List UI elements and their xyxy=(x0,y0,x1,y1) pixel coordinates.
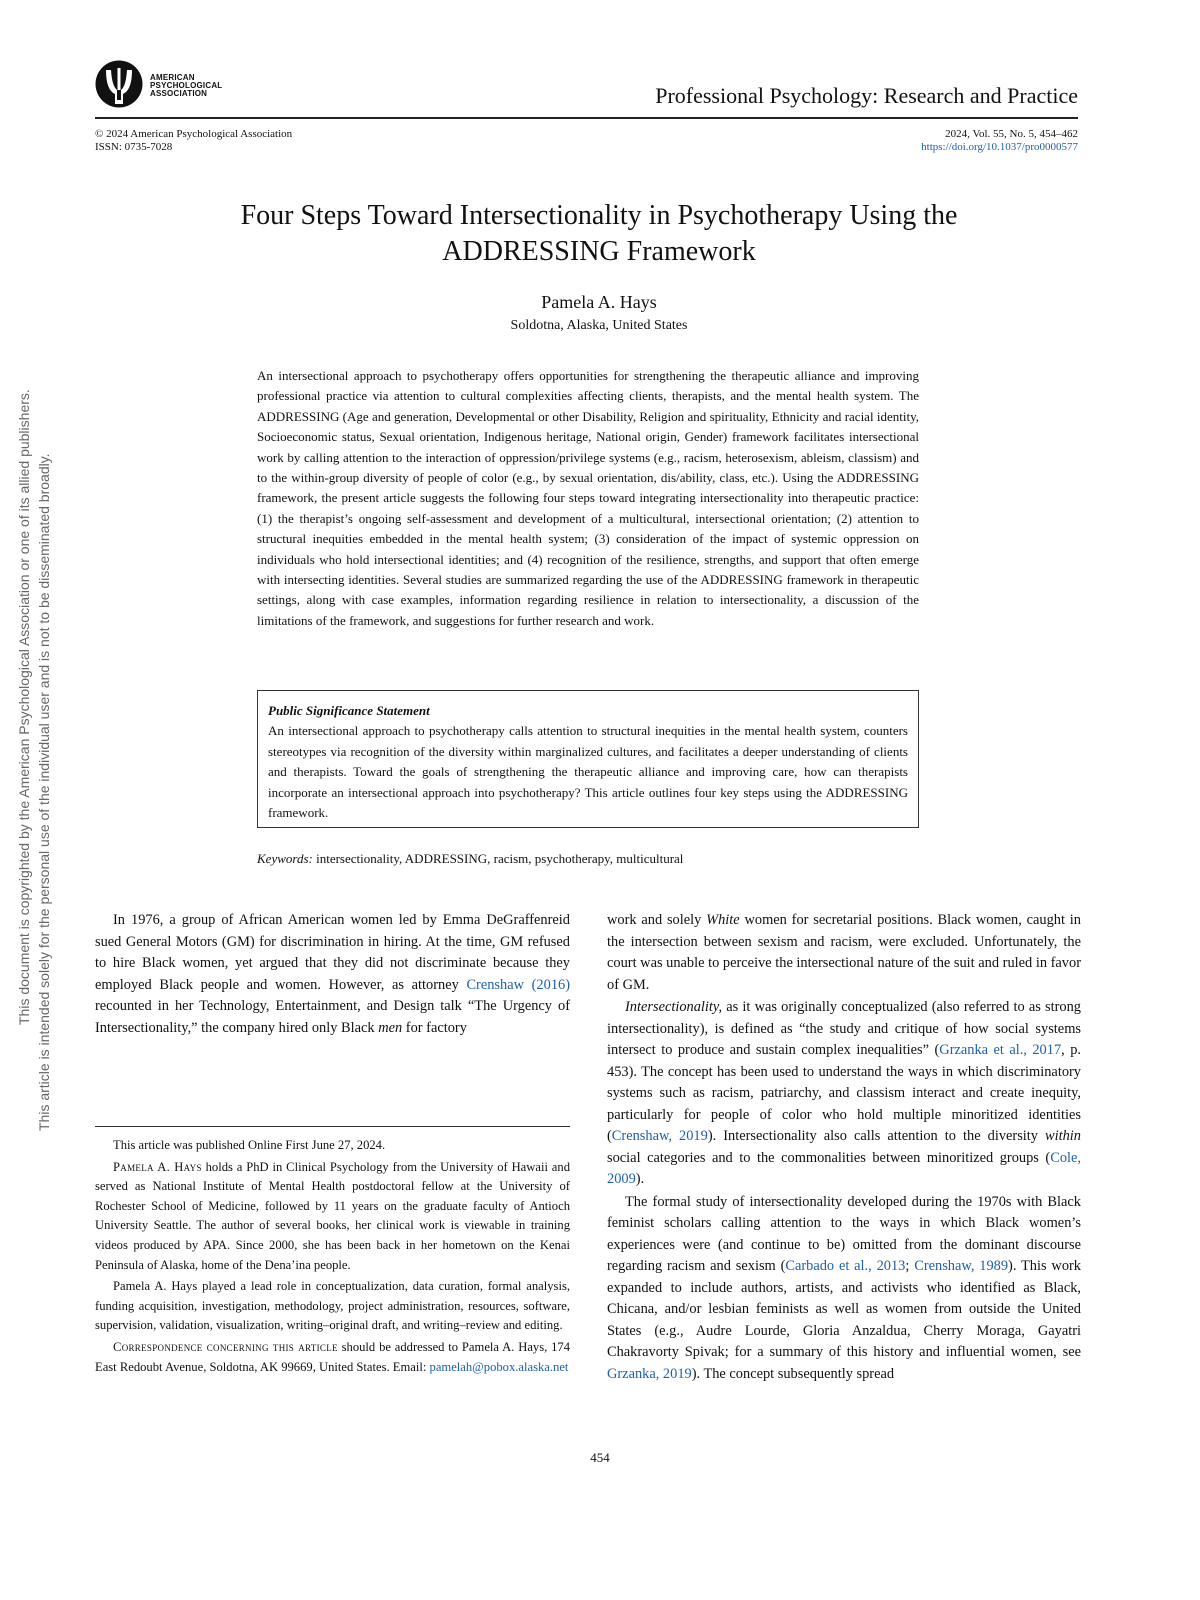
keywords-list: intersectionality, ADDRESSING, racism, psychotherapy, multicultural xyxy=(316,851,684,866)
author-name: Pamela A. Hays xyxy=(541,292,657,312)
citation-link[interactable]: Crenshaw, 1989 xyxy=(914,1258,1009,1274)
author-affiliation: Soldotna, Alaska, United States xyxy=(510,318,688,333)
footnote-rule xyxy=(95,1126,570,1127)
citation-link[interactable]: Crenshaw (2016) xyxy=(466,976,571,993)
citation-link[interactable]: Grzanka, 2019 xyxy=(607,1365,692,1382)
publisher-logo-text: AMERICAN PSYCHOLOGICAL ASSOCIATION xyxy=(150,73,223,98)
author-bio: Pamela A. Hays holds a PhD in Clinical Psychology from the University of Hawaii and served as National Institute of Mental Health postdoctoral fellow at the University of Rochester School of Medicine, followed by 11 years on the graduate faculty of Antioch University Seattle. The author of several books, her clinical work is viewable in training videos produced by APA. Since 2000, she has been back in her hometown on the Kenai Peninsula of Alaska, home of the Dena’ina people. xyxy=(95,1159,570,1272)
body-column-right xyxy=(607,910,1081,1385)
copyright-notice-line-1: This document is copyrighted by the American Psychological Association or one of its allied publishers. xyxy=(16,389,32,1025)
issn-line: ISSN: 0735-7028 xyxy=(95,141,173,153)
doi-link[interactable]: https://doi.org/10.1037/pro0000577 xyxy=(921,141,1078,153)
email-link[interactable]: pamelah@pobox.alaska.net xyxy=(429,1359,569,1374)
copyright-notice-line-2: This article is intended solely for the personal use of the individual user and is not to be disseminated broadly. xyxy=(36,453,52,1131)
footnotes xyxy=(95,1136,570,1377)
paragraph: In 1976, a group of African American women led by Emma DeGraffenreid sued General Motors (GM) for discrimination in hiring. At the time, GM refused to hire Black women, yet argued that they did not discriminate because they employed Black people and women. However, as attorney Crenshaw (2016) recounted in her Technology, Entertainment, and Design talk “The Urgency of Intersectionality,” the company hired only Black men for factory xyxy=(95,912,571,1036)
paragraph: Intersectionality, as it was originally conceptualized (also referred to as strong intersectionality), is defined as “the study and critique of how social systems intersect to produce and sustain complex inequalities” (Grzanka et al., 2017, p. 453). The concept has been used to understand the ways in which discriminatory systems such as racism, patriarchy, and classism interact and create inequity, particularly for people of color who hold multiple minoritized identities (Crenshaw, 2019). Intersectionality also calls attention to the diversity within social categories and to the commonalities between minoritized groups (Cole, 2009). xyxy=(607,999,1082,1187)
page-number: 454 xyxy=(590,1450,610,1465)
copyright-block xyxy=(95,128,292,154)
citation-link[interactable]: Cole, 2009 xyxy=(607,1149,1081,1187)
keywords xyxy=(257,851,683,867)
published-note: This article was published Online First June 27, 2024. xyxy=(113,1138,386,1152)
header-rule xyxy=(95,117,1078,119)
journal-name: Professional Psychology: Research and Practice xyxy=(655,83,1078,108)
citation-link[interactable]: Crenshaw, 2019 xyxy=(611,1128,708,1144)
abstract: An intersectional approach to psychotherapy offers opportunities for strengthening the therapeutic alliance and improving professional practice via attention to cultural complexities affecting clients, therapists, and the mental health system. The ADDRESSING (Age and generation, Developmental or other Disability, Religion and spirituality, Ethnicity and racial identity, Socioeconomic status, Sexual orientation, Indigenous heritage, National origin, Gender) framework facilitates intersectional work by calling attention to the interaction of oppression/privilege systems (e.g., racism, heterosexism, ableism, classism) and to the within-group diversity of people of color (e.g., by sexual orientation, dis/ability, class, etc.). Using the ADDRESSING framework, the present article suggests the following four steps toward integrating intersectionality into therapeutic practice: (1) the therapist’s ongoing self-assessment and development of a multicultural, intersectional orientation; (2) attention to structural inequities embedded in the mental health system; (3) consideration of the impact of systemic oppression on individuals who hold intersectional identities; and (4) recognition of the resilience, strengths, and support that often emerge with intersecting identities. Several studies are summarized regarding the use of the ADDRESSING framework in therapeutic settings, along with case examples, information regarding resilience in relation to intersectionality, a discussion of the limitations of the framework, and suggestions for further research and work. xyxy=(257,368,919,628)
citation-link[interactable]: Grzanka et al., 2017 xyxy=(939,1042,1062,1058)
keywords-label: Keywords: xyxy=(257,851,313,866)
apa-logo-icon xyxy=(95,60,143,108)
paragraph: work and solely White women for secretarial positions. Black women, caught in the intersection between sexism and racism, were excluded. Unfortunately, the court was unable to perceive the intersectional nature of the suit and ruled in favor of GM. xyxy=(607,912,1081,993)
citation-line: 2024, Vol. 55, No. 5, 454–462 xyxy=(945,128,1078,140)
author-roles: Pamela A. Hays played a lead role in conceptualization, data curation, formal analysis, funding acquisition, investigation, methodology, project administration, resources, software, supervision, validation, visualization, writing–original draft, and writing–review and editing. xyxy=(95,1279,570,1333)
body-column-left xyxy=(95,910,570,1039)
significance-text: An intersectional approach to psychotherapy calls attention to structural inequities in the mental health system, counters stereotypes via recognition of the diversity within marginalized cultures, and facilitates a deeper understanding of clients and therapists. Toward the goals of strengthening the therapeutic alliance and improving care, how can therapists incorporate an intersectional approach into psychotherapy? This article outlines four key steps using the ADDRESSING framework. xyxy=(268,723,908,821)
citation-block xyxy=(921,128,1078,154)
significance-title: Public Significance Statement xyxy=(268,703,430,718)
article-title: Four Steps Toward Intersectionality in Psychotherapy Using the ADDRESSING Framework xyxy=(240,200,958,267)
public-significance-box xyxy=(257,690,919,828)
correspondence: Correspondence concerning this article should be addressed to Pamela A. Hays, 174 East Redoubt Avenue, Soldotna, AK 99669, United States. Email: pamelah@pobox.alaska.net xyxy=(95,1339,570,1374)
copyright-line: © 2024 American Psychological Association xyxy=(95,128,293,140)
paragraph: The formal study of intersectionality developed during the 1970s with Black feminist scholars calling attention to the ways in which Black women’s experiences were (and continue to be) omitted from the dominant discourse regarding racism and sexism (Carbado et al., 2013; Crenshaw, 1989). This work expanded to include authors, artists, and activists who identified as Black, Chicana, and/or lesbian feminists as well as women from outside the United States (e.g., Audre Lourde, Gloria Anzaldua, Cherry Moraga, Gayatri Chakravorty Spivak; for a summary of this history and influential women, see Grzanka, 2019). The concept subsequently spread xyxy=(607,1193,1081,1382)
citation-link[interactable]: Carbado et al., 2013 xyxy=(785,1258,906,1274)
